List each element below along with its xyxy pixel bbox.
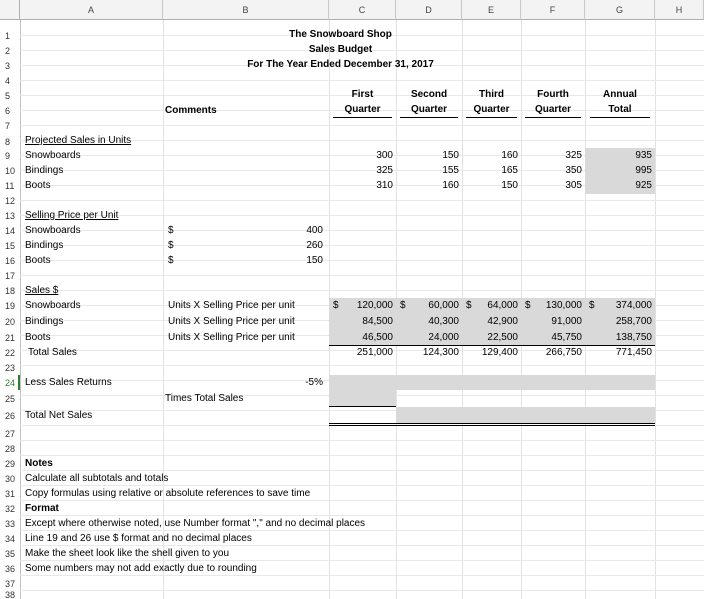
row-label: Boots	[25, 255, 51, 266]
cell-value[interactable]: 374,000	[615, 300, 652, 311]
row-header[interactable]: 5	[0, 88, 20, 103]
row-header[interactable]: 22	[0, 345, 20, 360]
row-header[interactable]: 26	[0, 408, 20, 423]
cell-value[interactable]: 400	[306, 225, 323, 236]
currency-symbol: $	[168, 255, 174, 266]
cell-value[interactable]: 310	[376, 180, 393, 191]
cell-value[interactable]: 22,500	[487, 332, 518, 343]
row-label: Snowboards	[25, 300, 81, 311]
row-header[interactable]: 23	[0, 360, 20, 375]
note-text: Some numbers may not add exactly due to rounding	[25, 563, 257, 574]
note-text: Copy formulas using relative or absolute references to save time	[25, 488, 311, 499]
row-label: Bindings	[25, 316, 64, 327]
cell-value[interactable]: 160	[442, 180, 459, 191]
row-header[interactable]: 13	[0, 208, 20, 223]
format-heading: Format	[25, 503, 59, 514]
row-header[interactable]: 12	[0, 193, 20, 208]
cell-value[interactable]: 40,300	[428, 316, 459, 327]
cell-value[interactable]: 138,750	[615, 332, 652, 343]
note-text: Except where otherwise noted, use Number format "," and no decimal places	[25, 518, 366, 529]
row-header[interactable]: 8	[0, 134, 20, 149]
title-line-2: Sales Budget	[308, 44, 373, 55]
cell-value[interactable]: 60,000	[428, 300, 459, 311]
row-header[interactable]: 10	[0, 163, 20, 178]
row-header[interactable]: 7	[0, 118, 20, 133]
row-header[interactable]: 6	[0, 103, 20, 118]
cell-value[interactable]: 130,000	[545, 300, 582, 311]
cell-value[interactable]: 84,500	[362, 316, 393, 327]
cell-value[interactable]: 91,000	[551, 316, 582, 327]
cell-value[interactable]: 258,700	[615, 316, 652, 327]
comments-header: Comments	[165, 105, 217, 116]
title-line-3: For The Year Ended December 31, 2017	[247, 59, 434, 70]
row-header[interactable]: 14	[0, 223, 20, 238]
row-label: Bindings	[25, 240, 64, 251]
returns-bottom-border	[329, 406, 396, 407]
annual-total-header-1: Annual	[603, 89, 637, 100]
row-header[interactable]: 16	[0, 253, 20, 268]
row-header[interactable]: 33	[0, 516, 20, 531]
row-header-selected[interactable]: 24	[0, 375, 20, 390]
currency-symbol: $	[168, 225, 174, 236]
row-label: Less Sales Returns	[25, 377, 112, 388]
cell-value[interactable]: 165	[501, 165, 518, 176]
cell-value[interactable]: 925	[635, 180, 652, 191]
cell-value[interactable]: 46,500	[362, 332, 393, 343]
row-header[interactable]: 36	[0, 561, 20, 576]
cell-value[interactable]: 64,000	[487, 300, 518, 311]
col-header-a[interactable]: A	[20, 0, 163, 20]
third-quarter-header-2: Quarter	[466, 102, 517, 118]
row-header[interactable]: 28	[0, 441, 20, 456]
cell-value[interactable]: 995	[635, 165, 652, 176]
cell-value[interactable]: 935	[635, 150, 652, 161]
notes-heading: Notes	[25, 458, 53, 469]
returns-first-fill	[329, 390, 396, 406]
units-section-label: Projected Sales in Units	[25, 135, 132, 146]
col-header-c[interactable]: C	[329, 0, 396, 20]
first-quarter-header-1: First	[351, 89, 374, 100]
cell-value[interactable]: 260	[306, 240, 323, 251]
row-header[interactable]: 11	[0, 178, 20, 193]
currency-symbol: $	[400, 300, 406, 311]
second-quarter-header-1: Second	[410, 89, 448, 100]
net-double-border	[396, 423, 655, 426]
col-header-d[interactable]: D	[396, 0, 462, 20]
row-header[interactable]: 2	[0, 43, 20, 58]
row-header[interactable]: 17	[0, 268, 20, 283]
col-header-b[interactable]: B	[163, 0, 329, 20]
second-quarter-header-2: Quarter	[400, 102, 458, 118]
col-header-e[interactable]: E	[462, 0, 521, 20]
row-header[interactable]: 18	[0, 283, 20, 298]
row-header[interactable]: 15	[0, 238, 20, 253]
net-first-double-border	[329, 423, 396, 426]
price-section-label: Selling Price per Unit	[25, 210, 119, 221]
returns-fill	[329, 375, 655, 390]
row-label: Total Sales	[28, 347, 77, 358]
row-header[interactable]: 3	[0, 58, 20, 73]
net-sales-fill	[396, 407, 655, 424]
row-header[interactable]: 25	[0, 391, 20, 406]
fourth-quarter-header-2: Quarter	[525, 102, 581, 118]
cell-value[interactable]: 251,000	[356, 347, 393, 358]
row-header[interactable]: 20	[0, 314, 20, 329]
col-header-g[interactable]: G	[585, 0, 655, 20]
currency-symbol: $	[333, 300, 339, 311]
sales-section-label: Sales $	[25, 285, 59, 296]
cell-value[interactable]: 350	[565, 165, 582, 176]
col-header-h[interactable]: H	[655, 0, 704, 20]
cell-value[interactable]: 150	[306, 255, 323, 266]
cell-value[interactable]: 771,450	[615, 347, 652, 358]
row-header[interactable]: 27	[0, 426, 20, 441]
row-header[interactable]: 4	[0, 73, 20, 88]
note-text: Calculate all subtotals and totals	[25, 473, 169, 484]
row-header[interactable]: 31	[0, 486, 20, 501]
currency-symbol: $	[525, 300, 531, 311]
cell-value[interactable]: -5%	[305, 377, 323, 388]
row-label: Boots	[25, 332, 51, 343]
cell-value[interactable]: 120,000	[356, 300, 393, 311]
cell-value[interactable]: 325	[376, 165, 393, 176]
row-header[interactable]: 38	[0, 591, 20, 599]
active-cell-indicator	[18, 375, 20, 390]
row-label: Bindings	[25, 165, 64, 176]
row-header[interactable]: 29	[0, 456, 20, 471]
row-header[interactable]: 35	[0, 546, 20, 561]
row-comment: Units X Selling Price per unit	[168, 316, 295, 327]
cell-value[interactable]: 325	[565, 150, 582, 161]
row-label: Boots	[25, 180, 51, 191]
row-header[interactable]: 21	[0, 330, 20, 345]
row-header[interactable]: 34	[0, 531, 20, 546]
row-header[interactable]: 30	[0, 471, 20, 486]
third-quarter-header-1: Third	[479, 89, 504, 100]
row-comment: Times Total Sales	[165, 393, 244, 404]
row-header[interactable]: 37	[0, 576, 20, 591]
cell-value[interactable]: 150	[442, 150, 459, 161]
cell-value[interactable]: 42,900	[487, 316, 518, 327]
cell-value[interactable]: 305	[565, 180, 582, 191]
cell-value[interactable]: 124,300	[422, 347, 459, 358]
note-text: Line 19 and 26 use $ format and no decimal places	[25, 533, 252, 544]
cell-value[interactable]: 160	[501, 150, 518, 161]
cell-value[interactable]: 45,750	[551, 332, 582, 343]
row-header[interactable]: 32	[0, 501, 20, 516]
row-comment: Units X Selling Price per unit	[168, 332, 295, 343]
row-header[interactable]: 19	[0, 298, 20, 313]
row-comment: Units X Selling Price per unit	[168, 300, 295, 311]
currency-symbol: $	[589, 300, 595, 311]
select-all-corner[interactable]	[0, 0, 20, 20]
cell-value[interactable]: 300	[376, 150, 393, 161]
cell-value[interactable]: 155	[442, 165, 459, 176]
currency-symbol: $	[466, 300, 472, 311]
currency-symbol: $	[168, 240, 174, 251]
annual-total-header-2: Total	[590, 102, 650, 118]
note-text: Make the sheet look like the shell given to you	[25, 548, 230, 559]
row-header[interactable]: 1	[0, 28, 20, 43]
row-label: Snowboards	[25, 150, 81, 161]
fourth-quarter-header-1: Fourth	[537, 89, 569, 100]
row-label: Snowboards	[25, 225, 81, 236]
first-quarter-header-2: Quarter	[333, 102, 392, 118]
row-header[interactable]: 9	[0, 148, 20, 163]
title-line-1: The Snowboard Shop	[289, 29, 392, 40]
col-header-f[interactable]: F	[521, 0, 585, 20]
cell-value[interactable]: 129,400	[481, 347, 518, 358]
cell-value[interactable]: 24,000	[428, 332, 459, 343]
row-label: Total Net Sales	[25, 410, 93, 421]
cell-value[interactable]: 266,750	[545, 347, 582, 358]
cell-value[interactable]: 150	[501, 180, 518, 191]
